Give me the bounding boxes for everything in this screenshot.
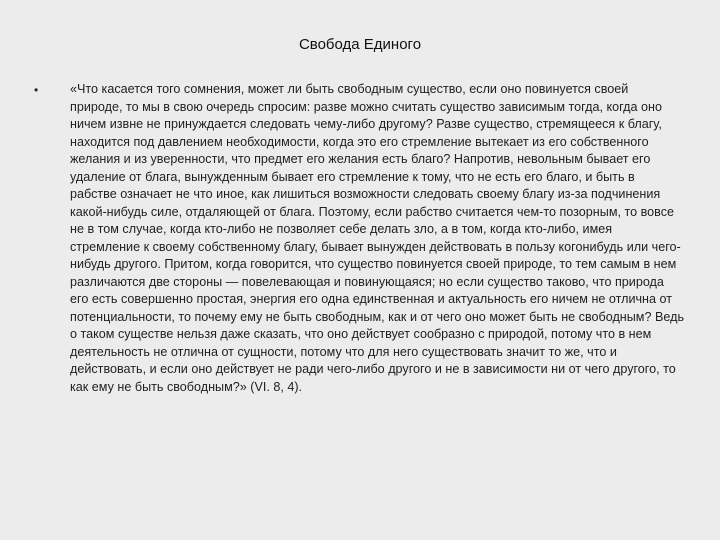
bullet-text: «Что касается того сомнения, может ли быть свободным существо, если оно повинуется своей природе, то мы в свою очередь спросим: разве можно считать существо зависимым тогда, когда оно ничем извне не принуждается следовать чему-либо другому? Разве существо, стремящееся к благу, находится под давлением необходимости, когда это его стремление вытекает из его собственного желания и из уверенности, что предмет его желания есть благо? Напротив, невольным бывает его удаление от блага, вынужденным бывает его стремление к тому, что не есть его благо, и быть в рабстве означает не что иное, как лишиться возможности следовать своему благу из-за подчинения какой-нибудь силе, отдаляющей от блага. Поэтому, если рабство считается чем-то позорным, то вовсе не в том случае, когда кто-либо не позволяет себе делать зло, а в том, когда кто-либо, имея стремление к своему собственному благу, бывает вынужден действовать в пользу когонибудь или чего-нибудь другого. Притом, когда говорится, что существо повинуется своей природе, то тем самым в нем различаются две стороны — повелевающая и повинующаяся; но если существо таково, что природа его есть совершенно простая, энергия его одна единственная и актуальность его ничем не отлична от потенциальности, то почему ему не быть свободным, как и от чего оно может быть не свободным? Ведь о таком существе нельзя даже сказать, что оно действует сообразно с природой, потому что в нем деятельность не отлична от сущности, потому что для него существовать значит то же, что и действовать, и если оно действует не ради чего-либо другого и не в зависимости ни от чего другого, то как ему не быть свободным?» (VI. 8, 4). (70, 82, 685, 394)
bullet-marker: • (34, 83, 39, 97)
slide-title: Свобода Единого (298, 36, 422, 53)
